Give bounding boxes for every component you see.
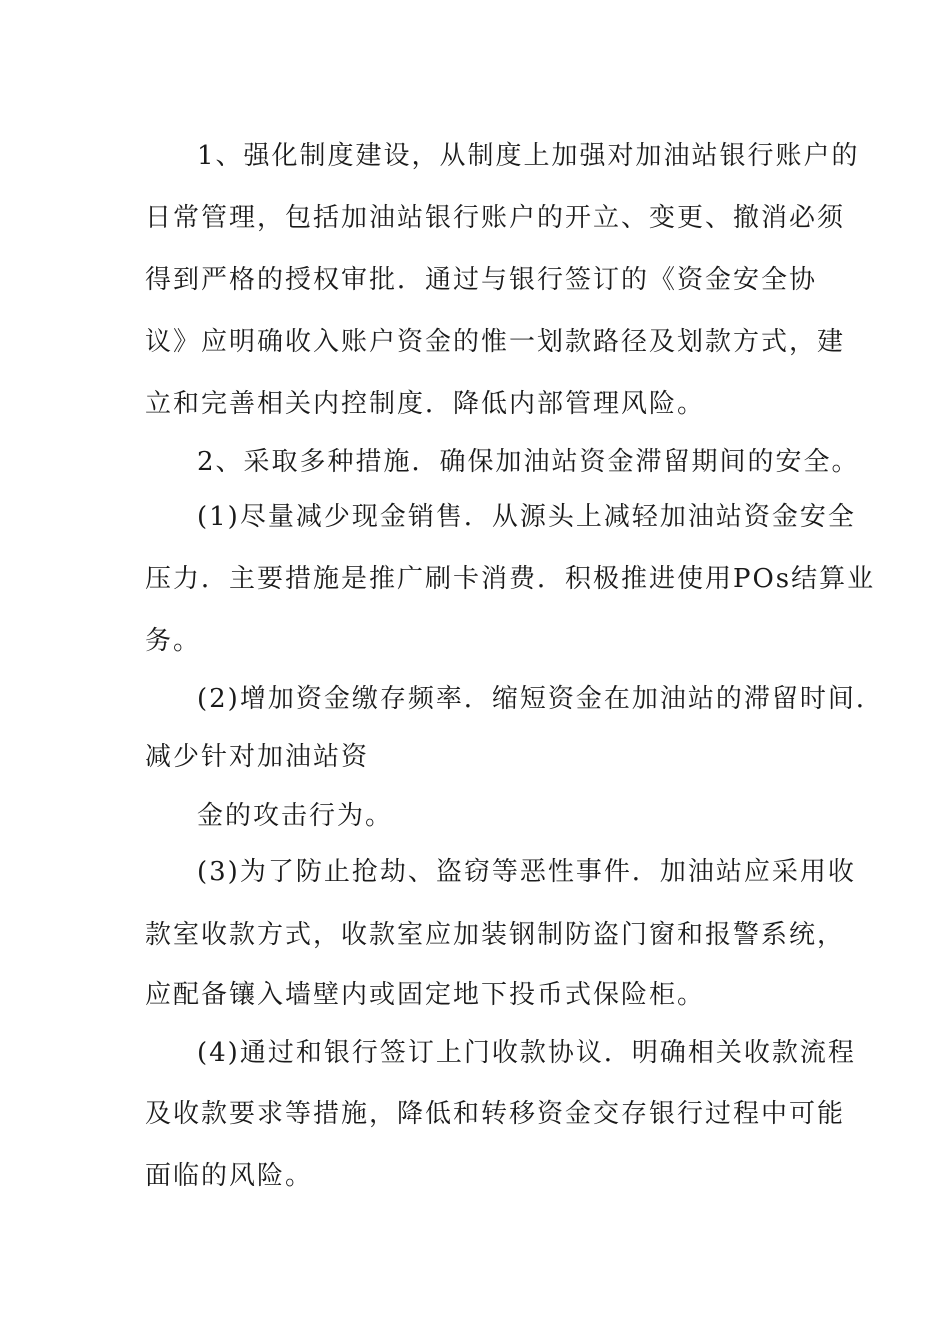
paragraph-line: 1、强化制度建设，从制度上加强对加油站银行账户的 bbox=[197, 141, 860, 171]
paragraph-line: (4)通过和银行签订上门收款协议．明确相关收款流程 bbox=[197, 1038, 856, 1068]
paragraph-line: 日常管理，包括加油站银行账户的开立、变更、撤消必须 bbox=[145, 203, 846, 233]
paragraph-line: 2、采取多种措施．确保加油站资金滞留期间的安全。 bbox=[197, 447, 860, 477]
paragraph-line: 得到严格的授权审批．通过与银行签订的《资金安全协 bbox=[145, 265, 818, 295]
paragraph-line: (3)为了防止抢劫、盗窃等恶性事件．加油站应采用收 bbox=[197, 857, 856, 887]
paragraph-line: 务。 bbox=[145, 626, 202, 656]
paragraph-line: (2)增加资金缴存频率．缩短资金在加油站的滞留时间． bbox=[197, 684, 884, 714]
paragraph-line: 金的攻击行为。 bbox=[197, 801, 394, 831]
paragraph-line: 及收款要求等措施，降低和转移资金交存银行过程中可能 bbox=[145, 1099, 846, 1129]
paragraph-line: 款室收款方式，收款室应加装钢制防盗门窗和报警系统， bbox=[145, 920, 846, 950]
paragraph-line: 议》应明确收入账户资金的惟一划款路径及划款方式，建 bbox=[145, 327, 846, 357]
paragraph-line: 应配备镶入墙壁内或固定地下投币式保险柜。 bbox=[145, 980, 706, 1010]
paragraph-line: 立和完善相关内控制度．降低内部管理风险。 bbox=[145, 389, 706, 419]
paragraph-line: 减少针对加油站资 bbox=[145, 742, 370, 772]
paragraph-line: 压力．主要措施是推广刷卡消费．积极推进使用POs结算业 bbox=[145, 564, 876, 594]
paragraph-line: 面临的风险。 bbox=[145, 1161, 314, 1191]
paragraph-line: (1)尽量减少现金销售．从源头上减轻加油站资金安全 bbox=[197, 502, 856, 532]
